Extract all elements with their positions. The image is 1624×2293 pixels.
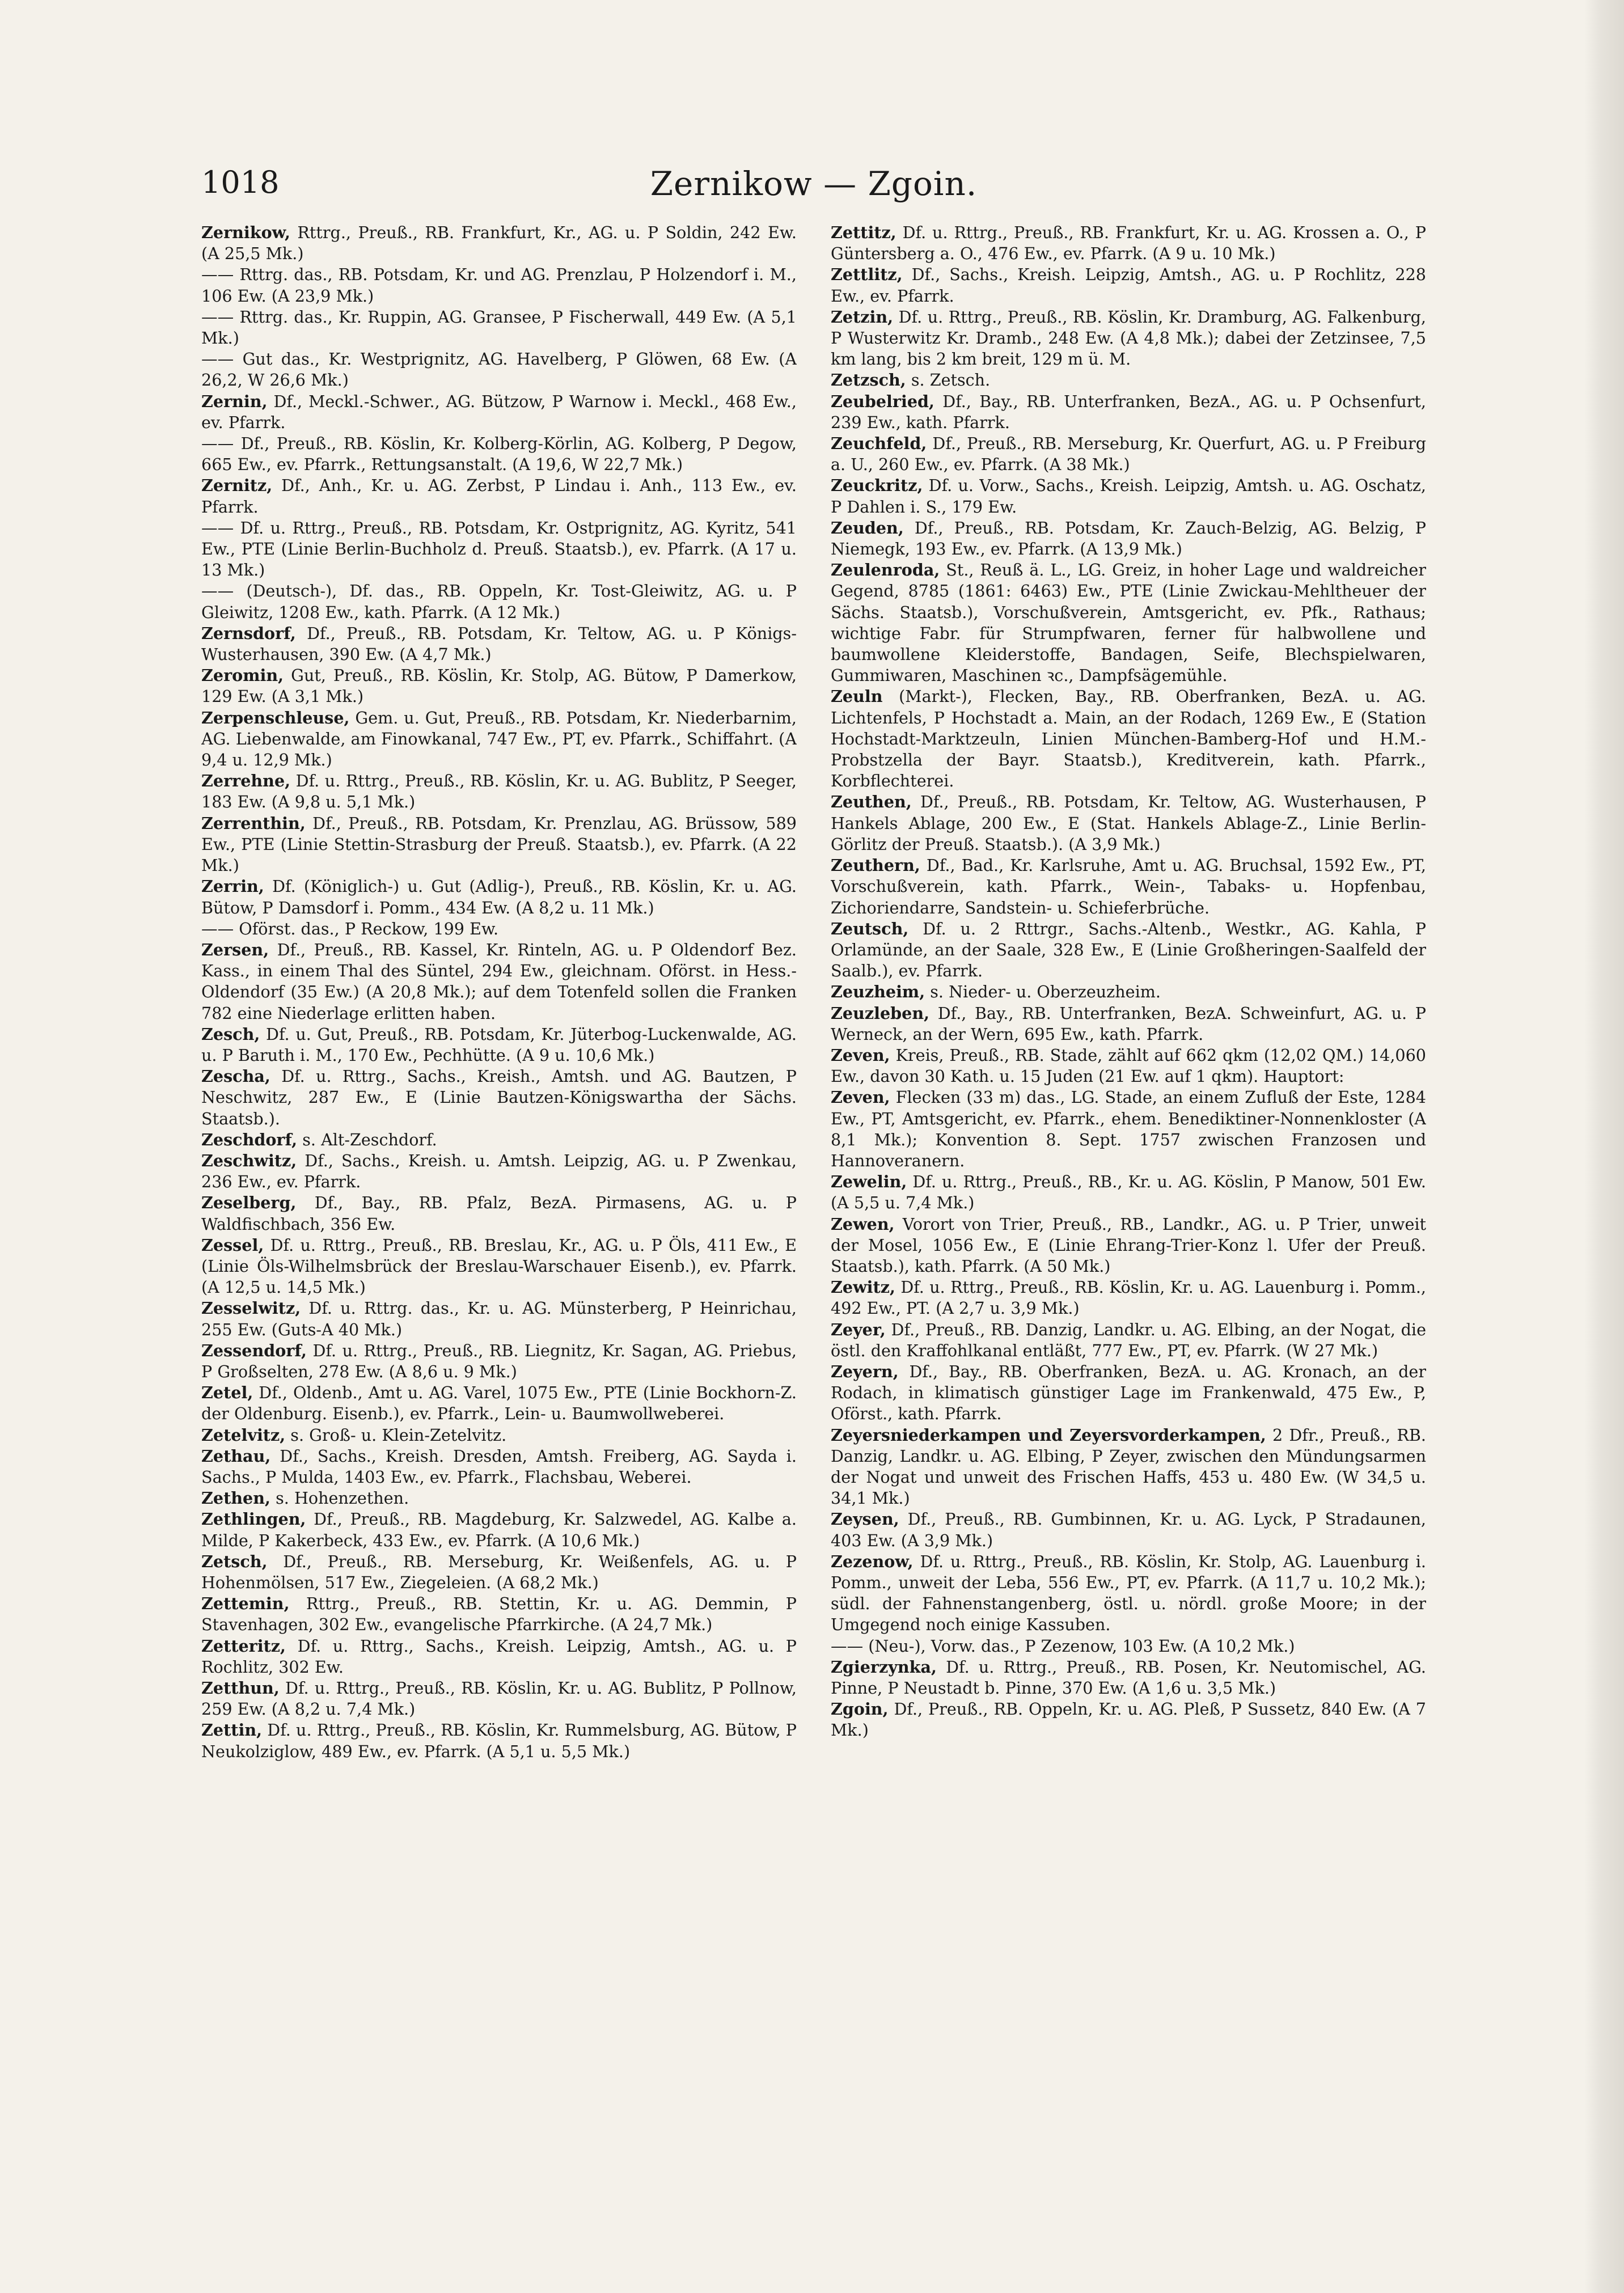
entry-text: Df. u. Rttrg., Preuß., RB. Köslin, Kr. u. AG. Bublitz, P Seeger, 183 Ew. (A 9,8 u. 5,1 Mk.) [201, 771, 797, 812]
dictionary-entry [831, 855, 1426, 919]
dictionary-entry [201, 1678, 797, 1720]
dictionary-entry [201, 1066, 797, 1129]
dictionary-entry [831, 1425, 1426, 1509]
entry-headword: Zernin, [201, 391, 268, 411]
dictionary-entry [201, 1425, 797, 1446]
entry-text: Rttrg., Preuß., RB. Stettin, Kr. u. AG. Demmin, P Stavenhagen, 302 Ew., evangelische Pfarrkirche. (A 24,7 Mk.) [201, 1594, 797, 1635]
entry-text: Df. u. Rttrg., Preuß., RB. Köslin, Kr. u. AG. Bublitz, P Pollnow, 259 Ew. (A 8,2 u. 7,4 Mk.) [201, 1678, 797, 1719]
entry-text: Df., Bay., RB. Unterfranken, BezA. Schweinfurt, AG. u. P Werneck, an der Wern, 695 Ew., kath. Pfarrk. [831, 1003, 1426, 1044]
dictionary-entry [831, 518, 1426, 560]
entry-text: Df. u. Rttrg., Sachs., Kreish., Amtsh. und AG. Bautzen, P Neschwitz, 287 Ew., E (Linie Bautzen-Königswartha der Sächs. Staatsb.). [201, 1067, 797, 1128]
entry-headword: Zewitz, [831, 1277, 895, 1297]
entry-headword: Zethlingen, [201, 1509, 306, 1529]
entry-text: Df. u. Gut, Preuß., RB. Potsdam, Kr. Jüterbog-Luckenwalde, AG. u. P Baruth i. M., 170 Ew., Pechhütte. (A 9 u. 10,6 Mk.) [201, 1024, 797, 1065]
entry-text: Df., Preuß., RB. Potsdam, Kr. Teltow, AG. u. P Königs-Wusterhausen, 390 Ew. (A 4,7 Mk.) [201, 623, 797, 665]
dictionary-entry [201, 813, 797, 877]
entry-headword: Zeyersniederkampen und Zeyersvorderkampen, [831, 1425, 1266, 1445]
entry-headword: Zesselwitz, [201, 1298, 301, 1318]
entry-text: s. Zetsch. [906, 370, 991, 390]
entry-text: Df., Meckl.-Schwer., AG. Bützow, P Warnow i. Meckl., 468 Ew., ev. Pfarrk. [201, 391, 797, 432]
dictionary-entry [831, 475, 1426, 517]
entry-headword: Zeschwitz, [201, 1150, 297, 1170]
dictionary-entry [201, 581, 797, 623]
dictionary-entry [831, 1657, 1426, 1699]
entry-text: Df. u. Rttrg., Preuß., RB., Kr. u. AG. Köslin, P Manow, 501 Ew. (A 5,5 u. 7,4 Mk.) [831, 1172, 1426, 1213]
entry-headword: Zerrenthin, [201, 813, 306, 833]
right-column [831, 222, 1426, 2139]
entry-text: —— Oförst. das., P Reckow, 199 Ew. [201, 919, 499, 938]
dictionary-entry [831, 1509, 1426, 1551]
entry-headword: Zeulenroda, [831, 560, 940, 580]
entry-headword: Zetelvitz, [201, 1425, 286, 1445]
entry-headword: Zewelin, [831, 1172, 907, 1192]
entry-headword: Zeschdorf, [201, 1129, 298, 1149]
dictionary-entry [201, 307, 797, 349]
dictionary-entry [201, 708, 797, 771]
dictionary-entry [201, 1720, 797, 1762]
entry-headword: Zezenow, [831, 1551, 914, 1571]
entry-text: Df., Bay., RB. Pfalz, BezA. Pirmasens, AG. u. P Waldfischbach, 356 Ew. [201, 1193, 797, 1234]
entry-text: Df., Preuß., RB. Oppeln, Kr. u. AG. Pleß, P Sussetz, 840 Ew. (A 7 Mk.) [831, 1699, 1426, 1740]
dictionary-entry [201, 1235, 797, 1298]
dictionary-entry [831, 1319, 1426, 1361]
dictionary-entry [831, 792, 1426, 855]
entry-headword: Zerpenschleuse, [201, 708, 350, 727]
dictionary-entry [831, 981, 1426, 1002]
entry-headword: Zeven, [831, 1088, 890, 1107]
entry-headword: Zettin, [201, 1720, 263, 1740]
dictionary-entry [831, 1277, 1426, 1319]
entry-text: Vorort von Trier, Preuß., RB., Landkr., AG. u. P Trier, unweit der Mosel, 1056 Ew., E (Linie Ehrang-Trier-Konz l. Ufer der Preuß. Staatsb.), kath. Pfarrk. (A 50 Mk.) [831, 1214, 1426, 1276]
entry-text: Df., Preuß., RB. Merseburg, Kr. Querfurt, AG. u. P Freiburg a. U., 260 Ew., ev. Pfarrk. (A 38 Mk.) [831, 434, 1426, 475]
entry-headword: Zetteritz, [201, 1636, 286, 1656]
entry-headword: Zetzin, [831, 307, 894, 327]
entry-text: s. Hohenzethen. [270, 1488, 409, 1508]
dictionary-entry [831, 1214, 1426, 1277]
text-columns [201, 222, 1426, 2139]
dictionary-entry [201, 1129, 797, 1150]
entry-headword: Zesch, [201, 1024, 260, 1044]
entry-text: Df., Preuß., RB. Kassel, Kr. Rinteln, AG. u. P Oldendorf Bez. Kass., in einem Thal des Süntel, 294 Ew., gleichnam. Oförst. in Hess.-Oldendorf (35 Ew.) (A 20,8 Mk.); auf dem Totenfeld sollen die Franken 782 eine Niederlage erlitten haben. [201, 940, 797, 1023]
entry-text: Df. u. Rttrg., Preuß., RB. Frankfurt, Kr. u. AG. Krossen a. O., P Güntersberg a. O., 476 Ew., ev. Pfarrk. (A 9 u. 10 Mk.) [831, 223, 1426, 264]
entry-text: Df., Bay., RB. Oberfranken, BezA. u. AG. Kronach, an der Rodach, in klimatisch günstiger Lage im Frankenwald, 475 Ew., P, Oförst., kath. Pfarrk. [831, 1361, 1426, 1424]
dictionary-entry [201, 1192, 797, 1234]
dictionary-entry [201, 264, 797, 306]
dictionary-entry [831, 686, 1426, 792]
dictionary-entry [201, 349, 797, 391]
dictionary-entry [831, 391, 1426, 433]
entry-headword: Zescha, [201, 1067, 270, 1086]
dictionary-entry [201, 771, 797, 813]
dictionary-entry [201, 1024, 797, 1066]
dictionary-entry [831, 560, 1426, 686]
left-column [201, 222, 797, 2139]
entry-text: Df., Preuß., RB. Danzig, Landkr. u. AG. Elbing, an der Nogat, die östl. den Kraffohlkanal entläßt, 777 Ew., PT, ev. Pfarrk. (W 27 Mk.) [831, 1319, 1426, 1360]
dictionary-entry [831, 1636, 1426, 1657]
entry-headword: Zeyer, [831, 1319, 886, 1339]
dictionary-entry [831, 264, 1426, 306]
dictionary-entry [201, 1340, 797, 1382]
entry-text: Kreis, Preuß., RB. Stade, zählt auf 662 qkm (12,02 QM.) 14,060 Ew., davon 30 Kath. u. 15 Juden (21 Ew. auf 1 qkm). Hauptort: [831, 1045, 1426, 1086]
entry-text: Df., Sachs., Kreish. Leipzig, Amtsh., AG. u. P Rochlitz, 228 Ew., ev. Pfarrk. [831, 265, 1426, 306]
entry-headword: Zeuthern, [831, 856, 920, 875]
entry-headword: Zerrin, [201, 877, 264, 896]
dictionary-entry [831, 307, 1426, 370]
entry-headword: Zeyern, [831, 1361, 899, 1381]
entry-headword: Zeromin, [201, 666, 284, 686]
entry-headword: Zersen, [201, 940, 269, 959]
entry-text: Df., Preuß., RB. Magdeburg, Kr. Salzwedel, AG. Kalbe a. Milde, P Kakerbeck, 433 Ew., ev. Pfarrk. (A 10,6 Mk.) [201, 1509, 797, 1550]
entry-headword: Zerrehne, [201, 771, 291, 791]
entry-headword: Zeuzheim, [831, 982, 925, 1002]
dictionary-entry [201, 391, 797, 433]
running-head: Zernikow — Zgoin. [650, 164, 978, 203]
dictionary-entry [201, 1298, 797, 1340]
dictionary-entry [831, 370, 1426, 391]
entry-headword: Zernitz, [201, 476, 273, 496]
entry-headword: Zernsdorf, [201, 623, 296, 643]
entry-headword: Zeselberg, [201, 1193, 297, 1213]
dictionary-entry [201, 876, 797, 918]
dictionary-entry [201, 1382, 797, 1424]
entry-text: Df. u. Rttrg., Preuß., RB. Köslin, Kr. Dramburg, AG. Falkenburg, P Wusterwitz Kr. Dramb., 248 Ew. (A 4,8 Mk.); dabei der Zetzinsee, 7,5 km lang, bis 2 km breit, 129 m ü. M. [831, 307, 1426, 369]
dictionary-entry [831, 1361, 1426, 1425]
dictionary-entry [201, 1150, 797, 1192]
entry-text: Gem. u. Gut, Preuß., RB. Potsdam, Kr. Niederbarnim, AG. Liebenwalde, am Finowkanal, 747 Ew., PT, ev. Pfarrk., Schiffahrt. (A 9,4 u. 12,9 Mk.) [201, 708, 797, 770]
dictionary-entry [831, 1551, 1426, 1636]
entry-text: Df., Preuß., RB. Gumbinnen, Kr. u. AG. Lyck, P Stradaunen, 403 Ew. (A 3,9 Mk.) [831, 1509, 1426, 1550]
entry-headword: Zetthun, [201, 1678, 280, 1698]
entry-headword: Zethen, [201, 1488, 270, 1508]
dictionary-entry [831, 222, 1426, 264]
entry-text: (Markt-), Flecken, Bay., RB. Oberfranken, BezA. u. AG. Lichtenfels, P Hochstadt a. Main, an der Rodach, 1269 Ew., E (Station Hochstadt-Marktzeuln, Linien München-Bamberg-Hof und H.M.-Probstzella der Bayr. Staatsb.), Kreditverein, kath. Pfarrk., Korbflechterei. [831, 687, 1426, 791]
entry-text: —— Rttrg. das., RB. Potsdam, Kr. und AG. Prenzlau, P Holzendorf i. M., 106 Ew. (A 23,9 Mk.) [201, 265, 797, 306]
entry-text: Df., Preuß., RB. Potsdam, Kr. Teltow, AG. Wusterhausen, P Hankels Ablage, 200 Ew., E (Stat. Hankels Ablage-Z., Linie Berlin-Görlitz der Preuß. Staatsb.). (A 3,9 Mk.) [831, 792, 1426, 854]
entry-headword: Zeuchfeld, [831, 434, 927, 454]
entry-headword: Zernikow, [201, 223, 290, 242]
entry-text: —— Df. u. Rttrg., Preuß., RB. Potsdam, Kr. Ostprignitz, AG. Kyritz, 541 Ew., PTE (Linie Berlin-Buchholz d. Preuß. Staatsb.), ev. Pfarrk. (A 17 u. 13 Mk.) [201, 518, 797, 580]
dictionary-entry [201, 222, 797, 264]
entry-headword: Zethau, [201, 1446, 271, 1466]
entry-text: Df., Preuß., RB. Potsdam, Kr. Prenzlau, AG. Brüssow, 589 Ew., PTE (Linie Stettin-Strasburg der Preuß. Staatsb.), ev. Pfarrk. (A 22 Mk.) [201, 813, 797, 875]
entry-text: Df. u. Rttrg., Preuß., RB. Posen, Kr. Neutomischel, AG. Pinne, P Neustadt b. Pinne, 370 Ew. (A 1,6 u. 3,5 Mk.) [831, 1657, 1426, 1698]
dictionary-entry [831, 433, 1426, 475]
entry-text: Df. u. Rttrg. das., Kr. u. AG. Münsterberg, P Heinrichau, 255 Ew. (Guts-A 40 Mk.) [201, 1298, 797, 1339]
entry-text: Df., Sachs., Kreish. u. Amtsh. Leipzig, AG. u. P Zwenkau, 236 Ew., ev. Pfarrk. [201, 1150, 797, 1192]
entry-text: Df., Bad., Kr. Karlsruhe, Amt u. AG. Bruchsal, 1592 Ew., PT, Vorschußverein, kath. Pfarrk., Wein-, Tabaks- u. Hopfenbau, Zichoriendarre, Sandstein- u. Schieferbrüche. [831, 856, 1426, 917]
dictionary-entry [831, 1045, 1426, 1087]
entry-text: Df. u. Rttrg., Sachs., Kreish. Leipzig, Amtsh., AG. u. P Rochlitz, 302 Ew. [201, 1636, 797, 1677]
entry-headword: Zessel, [201, 1235, 264, 1255]
dictionary-entry [831, 1171, 1426, 1213]
entry-text: Df., Oldenb., Amt u. AG. Varel, 1075 Ew., PTE (Linie Bockhorn-Z. der Oldenburg. Eisenb.), ev. Pfarrk., Lein- u. Baumwollweberei. [201, 1383, 797, 1424]
dictionary-entry [201, 623, 797, 665]
dictionary-entry [831, 1087, 1426, 1171]
page-number: 1018 [201, 164, 280, 200]
entry-text: Df. (Königlich-) u. Gut (Adlig-), Preuß., RB. Köslin, Kr. u. AG. Bütow, P Damsdorf i. Pomm., 434 Ew. (A 8,2 u. 11 Mk.) [201, 877, 797, 917]
entry-text: s. Groß- u. Klein-Zetelvitz. [285, 1425, 507, 1445]
page-header [201, 164, 1426, 215]
dictionary-entry [201, 1593, 797, 1635]
entry-text: Flecken (33 m) das., LG. Stade, an einem Zufluß der Este, 1284 Ew., PT, Amtsgericht, ev. Pfarrk., ehem. Benediktiner-Nonnenkloster (A 8,1 Mk.); Konvention 8. Sept. 1757 zwischen Franzosen und Hannoveranern. [831, 1088, 1426, 1170]
entry-text: Df., Anh., Kr. u. AG. Zerbst, P Lindau i. Anh., 113 Ew., ev. Pfarrk. [201, 476, 797, 517]
dictionary-entry [201, 433, 797, 475]
entry-text: Df. u. Rttrg., Preuß., RB. Köslin, Kr. Rummelsburg, AG. Bütow, P Neukolziglow, 489 Ew., ev. Pfarrk. (A 5,1 u. 5,5 Mk.) [201, 1720, 797, 1761]
entry-headword: Zettitz, [831, 223, 896, 242]
entry-text: —— Gut das., Kr. Westprignitz, AG. Havelberg, P Glöwen, 68 Ew. (A 26,2, W 26,6 Mk.) [201, 349, 797, 390]
entry-text: Gut, Preuß., RB. Köslin, Kr. Stolp, AG. Bütow, P Damerkow, 129 Ew. (A 3,1 Mk.) [201, 666, 797, 706]
entry-text: Df., Sachs., Kreish. Dresden, Amtsh. Freiberg, AG. Sayda i. Sachs., P Mulda, 1403 Ew., ev. Pfarrk., Flachsbau, Weberei. [201, 1446, 797, 1487]
entry-headword: Zewen, [831, 1214, 895, 1234]
entry-headword: Zgoin, [831, 1699, 889, 1719]
entry-headword: Zeuzleben, [831, 1003, 930, 1023]
dictionary-entry [201, 1636, 797, 1678]
entry-headword: Zetel, [201, 1383, 253, 1403]
entry-text: Df. u. Rttrg., Preuß., RB. Liegnitz, Kr. Sagan, AG. Priebus, P Großselten, 278 Ew. (A 8,6 u. 9 Mk.) [201, 1340, 797, 1381]
dictionary-entry [201, 1551, 797, 1593]
dictionary-entry [201, 919, 797, 940]
entry-text: Df. u. Rttrg., Preuß., RB. Breslau, Kr., AG. u. P Öls, 411 Ew., E (Linie Öls-Wilhelmsbrück der Breslau-Warschauer Eisenb.), ev. Pfarrk. (A 12,5 u. 14,5 Mk.) [201, 1235, 797, 1297]
entry-text: —— Df., Preuß., RB. Köslin, Kr. Kolberg-Körlin, AG. Kolberg, P Degow, 665 Ew., ev. Pfarrk., Rettungsanstalt. (A 19,6, W 22,7 Mk.) [201, 434, 797, 475]
entry-headword: Zeuckritz, [831, 476, 923, 496]
entry-headword: Zeven, [831, 1045, 890, 1065]
entry-text: —— Rttrg. das., Kr. Ruppin, AG. Gransee, P Fischerwall, 449 Ew. (A 5,1 Mk.) [201, 307, 797, 348]
dictionary-entry [201, 518, 797, 581]
entry-text: Df. u. Rttrg., Preuß., RB. Köslin, Kr. Stolp, AG. Lauenburg i. Pomm., unweit der Leba, 556 Ew., PT, ev. Pfarrk. (A 11,7 u. 10,2 Mk.); südl. der Fahnenstangenberg, östl. u. nördl. große Moore; in der Umgegend noch einige Kassuben. [831, 1551, 1426, 1635]
entry-headword: Zgierzynka, [831, 1657, 937, 1677]
dictionary-entry [831, 919, 1426, 982]
entry-text: Df. u. Rttrg., Preuß., RB. Köslin, Kr. u. AG. Lauenburg i. Pomm., 492 Ew., PT. (A 2,7 u. 3,9 Mk.) [831, 1277, 1426, 1318]
entry-headword: Zeutsch, [831, 919, 909, 938]
entry-text: Df. u. Vorw., Sachs., Kreish. Leipzig, Amtsh. u. AG. Oschatz, P Dahlen i. S., 179 Ew. [831, 476, 1426, 517]
entry-text: St., Reuß ä. L., LG. Greiz, in hoher Lage und waldreicher Gegend, 8785 (1861: 6463) Ew., PTE (Linie Zwickau-Mehltheuer der Sächs. Staatsb.), Vorschußverein, Amtsgericht, ev. Pfk., Rathaus; wichtige Fabr. für Strumpfwaren, ferner für halbwollene und baumwollene Kleiderstoffe, Bandagen, Seife, Blechspielwaren, Gummiwaren, Maschinen ꝛc., Dampfsägemühle. [831, 560, 1426, 686]
entry-text: Df., Preuß., RB. Potsdam, Kr. Zauch-Belzig, AG. Belzig, P Niemegk, 193 Ew., ev. Pfarrk. (A 13,9 Mk.) [831, 518, 1426, 559]
entry-headword: Zetzsch, [831, 370, 906, 390]
entry-text: s. Alt-Zeschdorf. [297, 1129, 437, 1149]
entry-text: Df., Bay., RB. Unterfranken, BezA., AG. u. P Ochsenfurt, 239 Ew., kath. Pfarrk. [831, 391, 1426, 432]
dictionary-entry [201, 475, 797, 517]
entry-text: Rttrg., Preuß., RB. Frankfurt, Kr., AG. u. P Soldin, 242 Ew. (A 25,5 Mk.) [201, 223, 797, 264]
entry-headword: Zettlitz, [831, 265, 903, 285]
entry-headword: Zeubelried, [831, 391, 934, 411]
entry-headword: Zessendorf, [201, 1340, 307, 1360]
entry-headword: Zetsch, [201, 1551, 268, 1571]
entry-headword: Zeuln [831, 687, 883, 706]
entry-headword: Zettemin, [201, 1594, 290, 1614]
entry-headword: Zeuthen, [831, 792, 912, 812]
entry-headword: Zeuden, [831, 518, 904, 538]
dictionary-entry [201, 1509, 797, 1551]
entry-text: Df., Preuß., RB. Merseburg, Kr. Weißenfels, AG. u. P Hohenmölsen, 517 Ew., Ziegeleien. (A 68,2 Mk.) [201, 1551, 797, 1592]
dictionary-entry [201, 1446, 797, 1488]
page-edge [1584, 0, 1624, 2293]
entry-text: 2 Dfr., Preuß., RB. Danzig, Landkr. u. AG. Elbing, P Zeyer, zwischen den Mündungsarmen der Nogat und unweit des Frischen Haffs, 453 u. 480 Ew. (W 34,5 u. 34,1 Mk.) [831, 1425, 1426, 1508]
dictionary-entry [201, 665, 797, 707]
dictionary-entry [201, 1488, 797, 1509]
dictionary-entry [201, 940, 797, 1024]
entry-text: Df. u. 2 Rttrgr., Sachs.-Altenb., Westkr., AG. Kahla, P Orlamünde, an der Saale, 328 Ew., E (Linie Großheringen-Saalfeld der Saalb.), ev. Pfarrk. [831, 919, 1426, 981]
entry-text: —— (Neu-), Vorw. das., P Zezenow, 103 Ew. (A 10,2 Mk.) [831, 1636, 1295, 1656]
dictionary-entry [831, 1003, 1426, 1045]
dictionary-entry [831, 1699, 1426, 1741]
entry-headword: Zeysen, [831, 1509, 899, 1529]
entry-text: —— (Deutsch-), Df. das., RB. Oppeln, Kr. Tost-Gleiwitz, AG. u. P Gleiwitz, 1208 Ew., kath. Pfarrk. (A 12 Mk.) [201, 581, 797, 622]
entry-text: s. Nieder- u. Oberzeuzheim. [925, 982, 1161, 1002]
